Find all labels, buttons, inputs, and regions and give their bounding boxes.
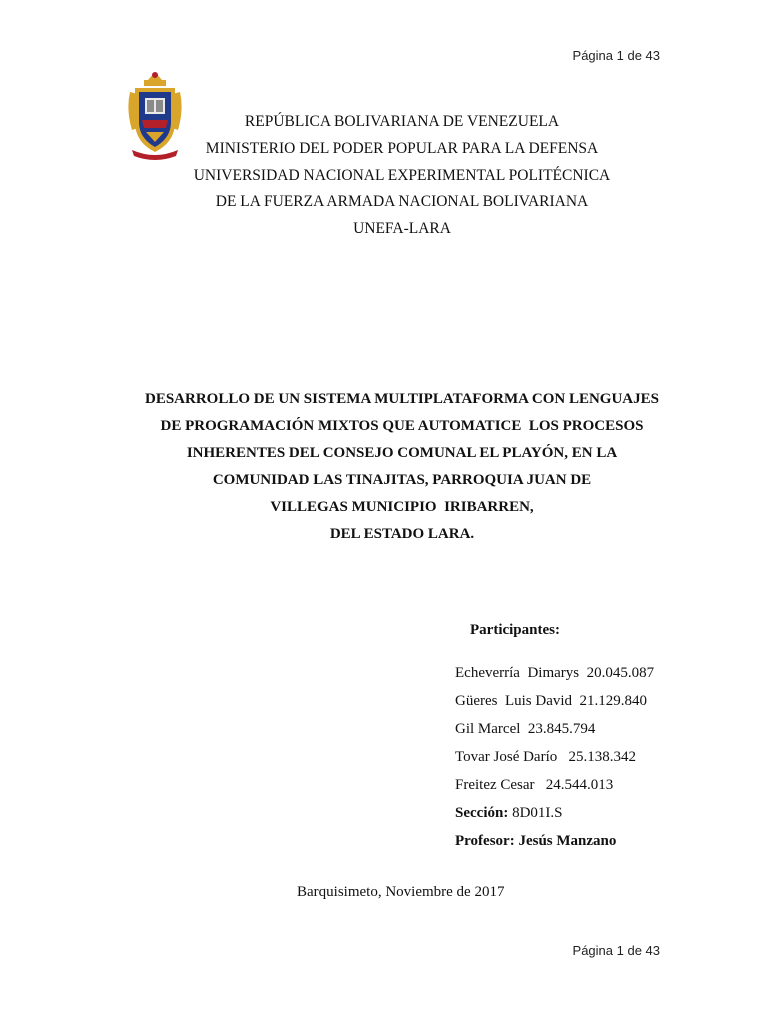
professor-line: Profesor: Jesús Manzano: [455, 833, 617, 849]
section-value: 8D01I.S: [508, 805, 563, 821]
participant-entry: Tovar José Darío 25.138.342: [455, 749, 637, 765]
title-line: DESARROLLO DE UN SISTEMA MULTIPLATAFORMA CON LENGUAJES: [145, 391, 659, 407]
thesis-title: [0, 386, 768, 548]
section-label: Sección:: [455, 805, 509, 821]
participants-heading: Participantes:: [470, 622, 560, 638]
institution-line: UNEFA-LARA: [353, 220, 451, 238]
institution-line: MINISTERIO DEL PODER POPULAR PARA LA DEFENSA: [205, 139, 599, 157]
participant-entry: Gil Marcel 23.845.794: [455, 721, 596, 737]
institution-line: DE LA FUERZA ARMADA NACIONAL BOLIVARIANA: [215, 193, 589, 211]
participants-list: [455, 659, 654, 855]
participant-entry: Freitez Cesar 24.544.013: [455, 777, 614, 793]
title-line: VILLEGAS MUNICIPIO IRIBARREN,: [270, 499, 534, 515]
title-line: COMUNIDAD LAS TINAJITAS, PARROQUIA JUAN DE: [212, 472, 592, 488]
participant-entry: Güeres Luis David 21.129.840: [455, 693, 648, 709]
institution-header: [0, 109, 768, 243]
page-number-top: Página 1 de 43: [572, 48, 660, 63]
institution-line: UNIVERSIDAD NACIONAL EXPERIMENTAL POLITÉCNICA: [193, 166, 611, 184]
page-number-bottom: Página 1 de 43: [572, 943, 660, 958]
section-line: [455, 799, 654, 827]
title-line: INHERENTES DEL CONSEJO COMUNAL EL PLAYÓN, EN LA: [186, 445, 618, 461]
title-line: DEL ESTADO LARA.: [329, 526, 475, 542]
title-line: DE PROGRAMACIÓN MIXTOS QUE AUTOMATICE LOS PROCESOS: [160, 418, 644, 434]
place-date: Barquisimeto, Noviembre de 2017: [297, 884, 505, 900]
participant-entry: Echeverría Dimarys 20.045.087: [455, 665, 655, 681]
institution-line: REPÚBLICA BOLIVARIANA DE VENEZUELA: [244, 113, 560, 130]
